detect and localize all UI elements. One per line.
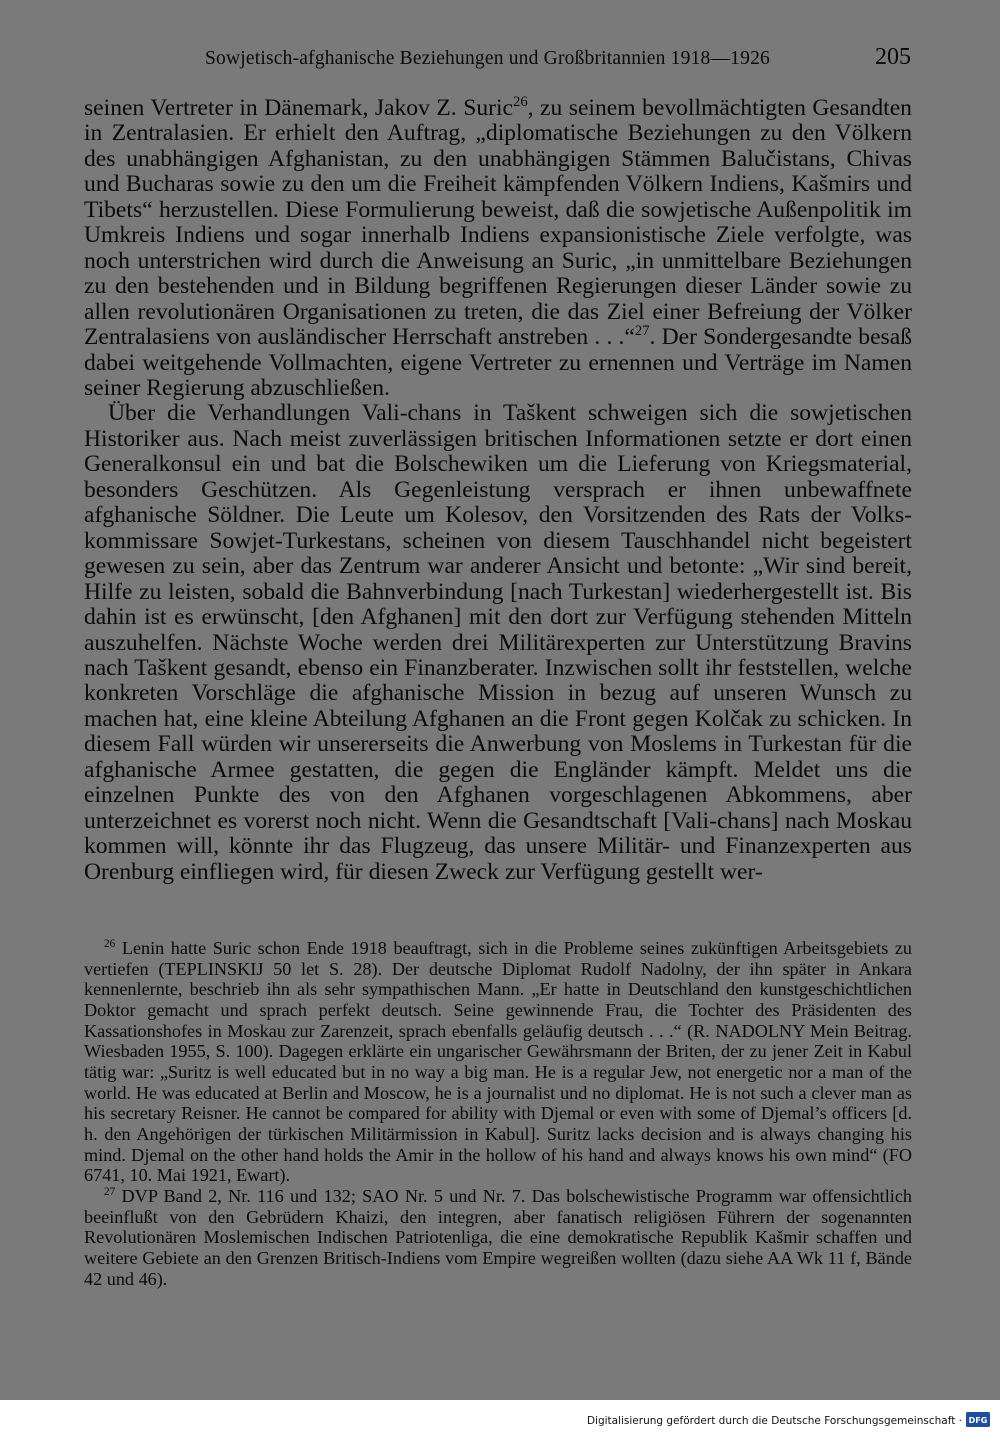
footnote-reference-26: 26	[513, 94, 528, 111]
digitization-credit: Digitalisierung gefördert durch die Deutsche Forschungsgemeinschaft ·	[586, 1415, 962, 1427]
footnote-number: 27	[104, 1185, 116, 1198]
footer-strip	[0, 1400, 1000, 1436]
footnote-27	[84, 1186, 912, 1289]
dfg-logo	[966, 1412, 990, 1427]
paragraph-1-part-3: . Der Sondergesandte besaß dabei weitgehende Vollmachten, eigene Vertreter zu ernennen und Verträge im Namen seiner Regierung abzuschließen.	[84, 324, 913, 401]
main-text	[84, 96, 912, 885]
footnote-text: DVP Band 2, Nr. 116 und 132; SAO Nr. 5 und Nr. 7. Das bolschewistische Programm war offensichtlich beeinflußt von den Gebrüdern Khaizi, den integren, aber fanatisch religiösen Führern der sogenannten Revolutionären Moslemischen Indischen Patriotenliga, die eine demokratische Republik Kašmir schaffen und weitere Gebiete an den Grenzen Britisch-Indiens vom Empire wegreißen wollten (dazu siehe AA Wk 11 f, Bände 42 und 46).	[84, 1185, 912, 1289]
paragraph-1-part-1: seinen Vertreter in Dänemark, Jakov Z. Suric	[84, 95, 513, 121]
svg-text:DFG: DFG	[968, 1416, 988, 1425]
footnote-number: 26	[104, 937, 116, 950]
paragraph-1-part-2: , zu seinem bevollmächtigten Gesandten in Zentralasien. Er erhielt den Auftrag, „diplomatische Beziehungen zu den Völkern des unabhängigen Afghanistan, zu den unabhängigen Stämmen Balučistans, Chivas und Bucharas sowie zu den um die Freiheit kämpfenden Völkern Indiens, Kašmirs und Tibets“ herzustellen. Diese Formulierung beweist, daß die sowjetische Außenpolitik im Umkreis Indiens und sogar innerhalb Indiens expansionistische Ziele verfolgte, was noch unterstrichen wird durch die Anweisung an Suric, „in unmittelbare Beziehungen zu den bestehenden und in Bildung begriffenen Regierungen dieser Länder sowie zu allen revolutionären Organisationen zu treten, die das Ziel einer Befreiung der Völker Zentralasiens von ausländischer Herrschaft anstreben . . .“	[84, 95, 912, 351]
footnote-reference-27: 27	[634, 323, 650, 340]
running-title: Sowjetisch-afghanische Beziehungen und Großbritannien 1918—1926	[205, 48, 770, 69]
footnote-text: Lenin hatte Suric schon Ende 1918 beauftragt, sich in die Probleme seines zukünftigen Arbeitsgebiets zu vertiefen (TEPLINSKIJ 50 let S. 28). Der deutsche Diplomat Rudolf Nadolny, der ihn später in Ankara kennenlernte, beschrieb ihn als sehr sympathischen Mann. „Er hatte in Deutschland den kunstgeschichtlichen Doktor gemacht und sprach perfekt deutsch. Seine gewinnende Frau, die Tochter des Präsidenten des Kassationshofes in Moskau zur Zarenzeit, sprach ebenfalls geläufig deutsch . . .“ (R. NADOLNY Mein Beitrag. Wiesbaden 1955, S. 100). Dagegen erklärte ein ungarischer Gewährsmann der Briten, der zu jener Zeit in Kabul tätig war: „Suritz is well educated but in no way a big man. He is a regular Jew, not energetic nor a man of the world. He was educated at Berlin and Moscow, he is a journalist und no diplomat. He is not such a clever man as his secretary Reisner. He cannot be compared for ability with Djemal or even with some of Djemal’s officers [d. h. den Angehörigen der türkischen Militärmission in Kabul]. Suritz lacks decision and is always changing his mind. Djemal on the other hand holds the Amir in the hollow of his hand and always knows his own mind“ (FO 6741, 10. Mai 1921, Ewart).	[84, 938, 913, 1186]
running-head	[0, 42, 1000, 78]
paragraph-2: Über die Verhandlungen Vali-chans in Taškent schweigen sich die sowjetischen Historiker aus. Nach meist zuverlässigen britischen Informationen setzte er dort einen Generalkonsul ein und bat die Bolschewiken um die Lieferung von Kriegsmaterial, besonders Geschützen. Als Gegenleistung versprach er ihnen unbewaffnete afghanische Söldner. Die Leute um Kolesov, den Vorsitzenden des Rats der Volkskommissare Sowjet-Turkestans, scheinen von diesem Tauschhandel nicht begeistert gewesen zu sein, aber das Zentrum war anderer Ansicht und betonte: „Wir sind bereit, Hilfe zu leisten, sobald die Bahnverbindung [nach Turkestan] wiederhergestellt ist. Bis dahin ist es erwünscht, [den Afghanen] mit den dort zur Verfügung stehenden Mitteln auszuhelfen. Nächste Woche werden drei Militärexperten zur Unterstützung Bravins nach Taškent gesandt, ebenso ein Finanzberater. Inzwischen sollt ihr feststellen, welche konkreten Vorschläge die afghanische Mission in bezug auf unseren Wunsch zu machen hat, eine kleine Abteilung Afghanen an die Front gegen Kolčak zu schicken. In diesem Fall würden wir unsererseits die Anwerbung von Moslems in Turkestan für die afghanische Armee gestatten, die gegen die Engländer kämpft. Meldet uns die einzelnen Punkte des von den Afghanen vorgeschlagenen Abkommens, aber unterzeichnet es vorerst noch nicht. Wenn die Gesandtschaft [Vali-chans] nach Moskau kommen will, könnte ihr das Flugzeug, das unsere Militär- und Finanzexperten aus Orenburg einfliegen wird, für diesen Zweck zur Verfügung gestellt wer-	[84, 400, 912, 885]
footnote-26	[84, 938, 912, 1186]
paragraph-1	[84, 96, 912, 401]
footnotes	[84, 938, 912, 1289]
page-number: 205	[875, 44, 911, 70]
